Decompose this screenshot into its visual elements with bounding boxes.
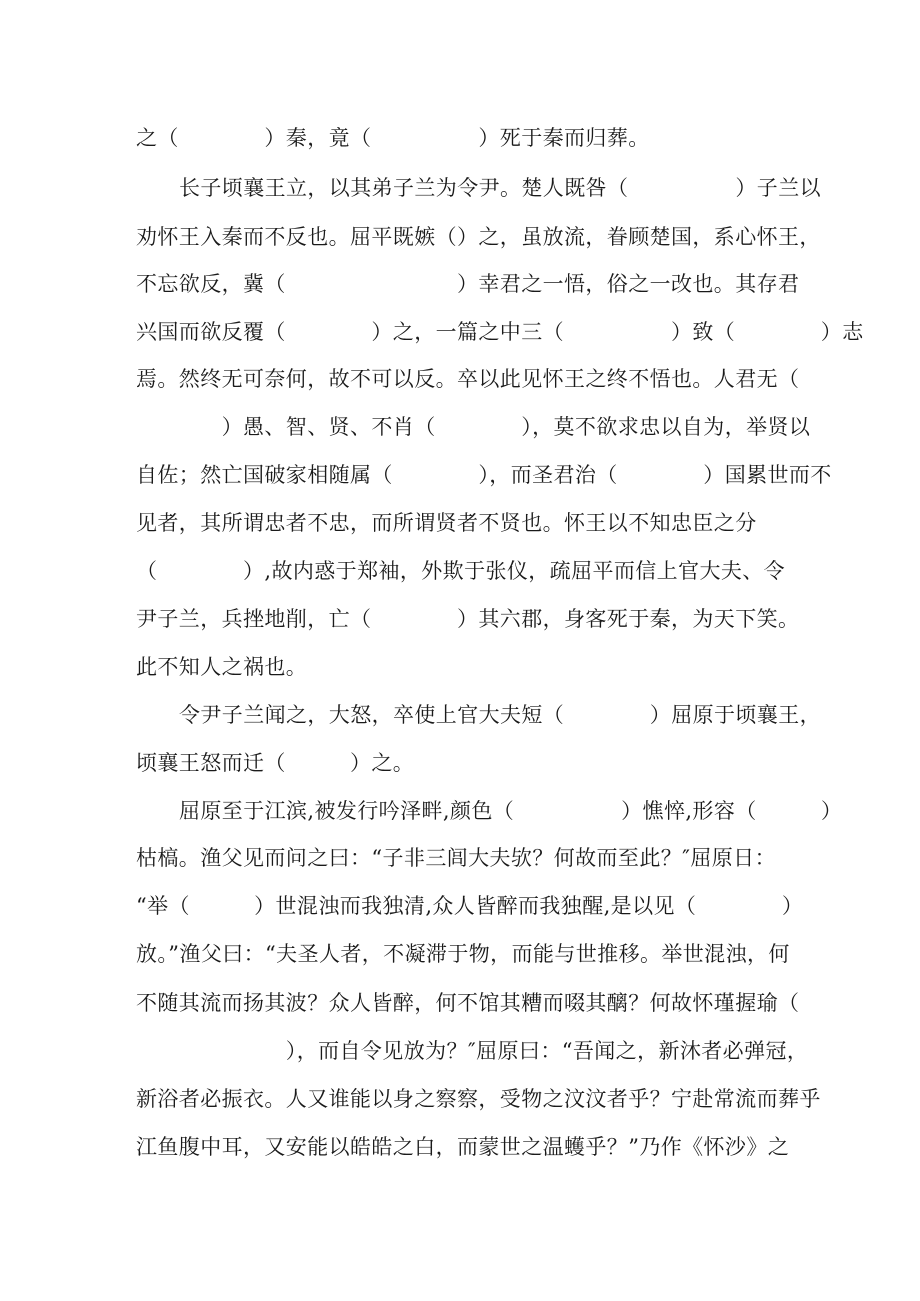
text-line-14: 顷襄王怒而迁（ ）之。: [136, 751, 415, 775]
text-line-13: 令尹子兰闻之，大怒，卒使上官大夫短（ ）屈原于顷襄王，: [179, 703, 821, 727]
text-line-22: 江鱼腹中耳，又安能以皓皓之白，而蒙世之温蠖乎？”乃作《怀沙》之: [136, 1135, 790, 1159]
text-line-10: （ ）,故内惑于郑袖，外欺于张仪，疏屈平而信上官大夫、令: [136, 559, 786, 583]
text-line-12: 此不知人之祸也。: [136, 655, 308, 679]
text-line-3: 劝怀王入秦而不反也。屈平既嫉（）之，虽放流，眷顾楚国，系心怀王，: [136, 225, 821, 249]
text-line-7: ）愚、智、贤、不肖（ ），莫不欲求忠以自为，举贤以: [136, 415, 811, 439]
text-line-17: “举（ ）世混浊而我独清,众人皆醉而我独醒,是以见（ ）: [136, 894, 804, 918]
text-line-8: 自佐；然亡国破家相随属（ ），而圣君治（ ）国累世而不: [136, 463, 832, 487]
text-line-16: 枯槁。渔父见而问之曰：“子非三闾大夫欤？何故而至此？″屈原日：: [136, 846, 776, 870]
text-line-21: 新浴者必振衣。人又谁能以身之察察，受物之汶汶者乎？宁赴常流而葬乎: [136, 1087, 821, 1111]
text-line-2: 长子顷襄王立，以其弟子兰为令尹。楚人既咎（ ）子兰以: [179, 176, 821, 200]
text-line-19: 不随其流而扬其波？众人皆醉，何不馆其糟而啜其醨？何故怀瑾握瑜（: [136, 991, 800, 1015]
text-line-1: 之（ ）秦，竟（ ）死于秦而归葬。: [136, 126, 650, 150]
text-line-15: 屈原至于江滨,被发行吟泽畔,颜色（ ）憔悴,形容（ ）: [179, 799, 843, 823]
text-line-5: 兴国而欲反覆（ ）之，一篇之中三（ ）致（ ）志: [136, 320, 864, 344]
text-line-11: 尹子兰，兵挫地削，亡（ ）其六郡，身客死于秦，为天下笑。: [136, 607, 800, 631]
text-line-4: 不忘欲反，冀（ ）幸君之一悟，俗之一改也。其存君: [136, 272, 800, 296]
text-line-18: 放。”渔父曰：“夫圣人者，不凝滞于物，而能与世推移。举世混浊，何: [136, 942, 790, 966]
text-line-9: 见者，其所谓忠者不忠，而所谓贤者不贤也。怀王以不知忠臣之分: [136, 511, 757, 535]
text-line-20: ），而自令见放为？″屈原曰：“吾闻之，新沐者必弹冠，: [136, 1039, 809, 1063]
text-line-6: 焉。然终无可奈何，故不可以反。卒以此见怀王之终不悟也。人君无（: [136, 367, 800, 391]
